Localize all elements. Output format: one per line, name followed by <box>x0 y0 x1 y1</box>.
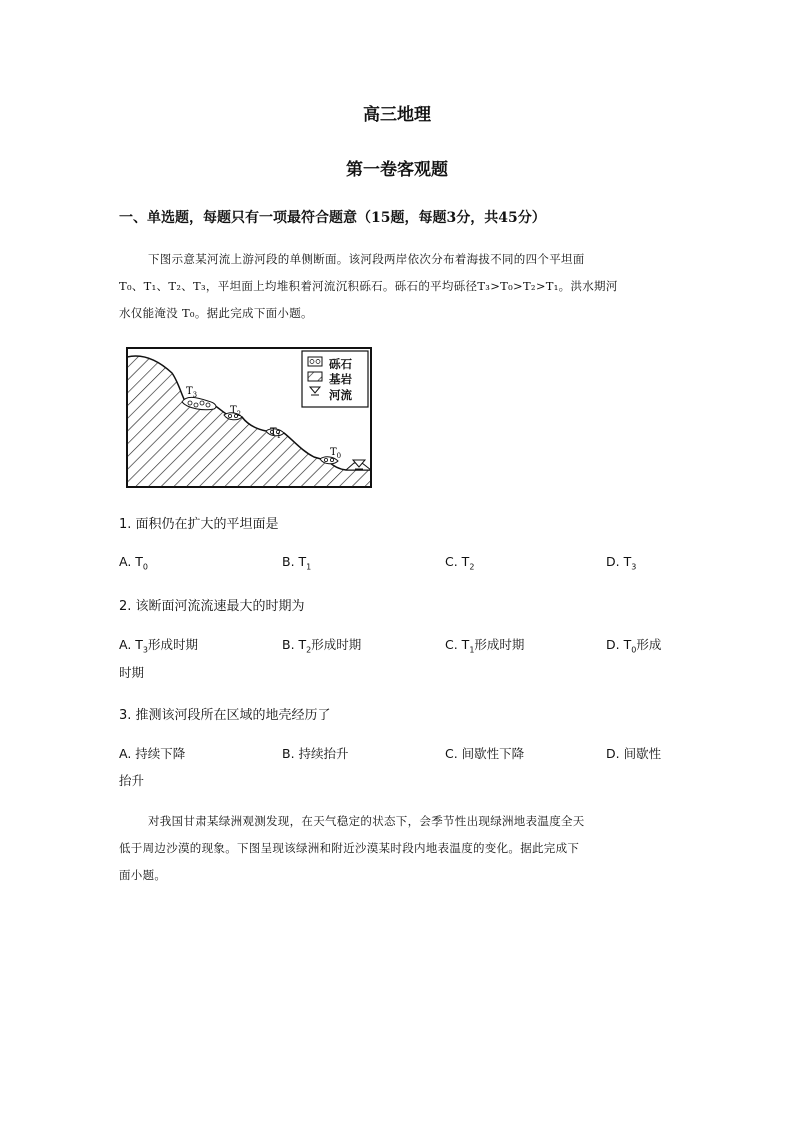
q3-option-a: A. 持续下降 <box>119 746 186 761</box>
label-t0: $T_0$ <box>330 447 342 460</box>
river-profile-figure <box>124 345 374 490</box>
passage1-line2: T₀、T₁、T₂、T₃，平坦面上均堆积着河流沉积砾石。砾石的平均砾径T₃>T₀>T₂>T₁。洪水期河 <box>119 279 618 293</box>
q1-option-b: B. $T_1$ <box>282 554 312 572</box>
q2-option-c: C. $T_1$形成时期 <box>445 637 525 655</box>
passage2-line3: 面小题。 <box>119 868 167 882</box>
question-2-stem: 2. 该断面河流流速最大的时期为 <box>119 599 305 614</box>
q3-option-d: D. 间歇性 <box>606 746 662 761</box>
passage2-line2: 低于周边沙漠的现象。下图呈现该绿洲和附近沙漠某时段内地表温度的变化。据此完成下 <box>119 841 580 855</box>
q1-option-c: C. $T_2$ <box>445 554 475 572</box>
q1-option-a: A. $T_0$ <box>119 554 149 572</box>
page-title: 高三地理 <box>363 105 431 125</box>
legend-river-label: 河流 <box>329 388 352 402</box>
passage1-line3: 水仅能淹没 T₀。据此完成下面小题。 <box>119 306 313 320</box>
label-t2: $T_2$ <box>230 405 242 418</box>
q2-option-b: B. $T_2$形成时期 <box>282 637 362 655</box>
q3-option-c: C. 间歇性下降 <box>445 746 525 761</box>
label-t1: $T_1$ <box>270 427 282 440</box>
legend-gravel-label: 砾石 <box>329 357 352 371</box>
question-3-stem: 3. 推测该河段所在区域的地壳经历了 <box>119 708 331 723</box>
q3-option-b: B. 持续抬升 <box>282 746 349 761</box>
q2-option-a: A. $T_3$形成时期 <box>119 637 199 655</box>
page-subtitle: 第一卷客观题 <box>346 160 448 180</box>
q2-option-d: D. $T_0$形成 <box>606 637 662 655</box>
passage1-line1: 下图示意某河流上游河段的单侧断面。该河段两岸依次分布着海拔不同的四个平坦面 <box>148 252 585 266</box>
section-heading: 一、单选题，每题只有一项最符合题意（15题，每题3分，共45分） <box>119 210 546 226</box>
legend-bedrock-swatch <box>308 372 322 381</box>
q1-option-d: D. $T_3$ <box>606 554 637 572</box>
q3-option-d-wrap: 抬升 <box>119 773 145 788</box>
passage2-line1: 对我国甘肃某绿洲观测发现，在天气稳定的状态下，会季节性出现绿洲地表温度全天 <box>148 814 585 828</box>
q2-option-d-wrap: 时期 <box>119 665 145 680</box>
legend-bedrock-label: 基岩 <box>329 372 352 386</box>
label-t3: $T_3$ <box>186 386 198 399</box>
question-1-stem: 1. 面积仍在扩大的平坦面是 <box>119 517 279 532</box>
